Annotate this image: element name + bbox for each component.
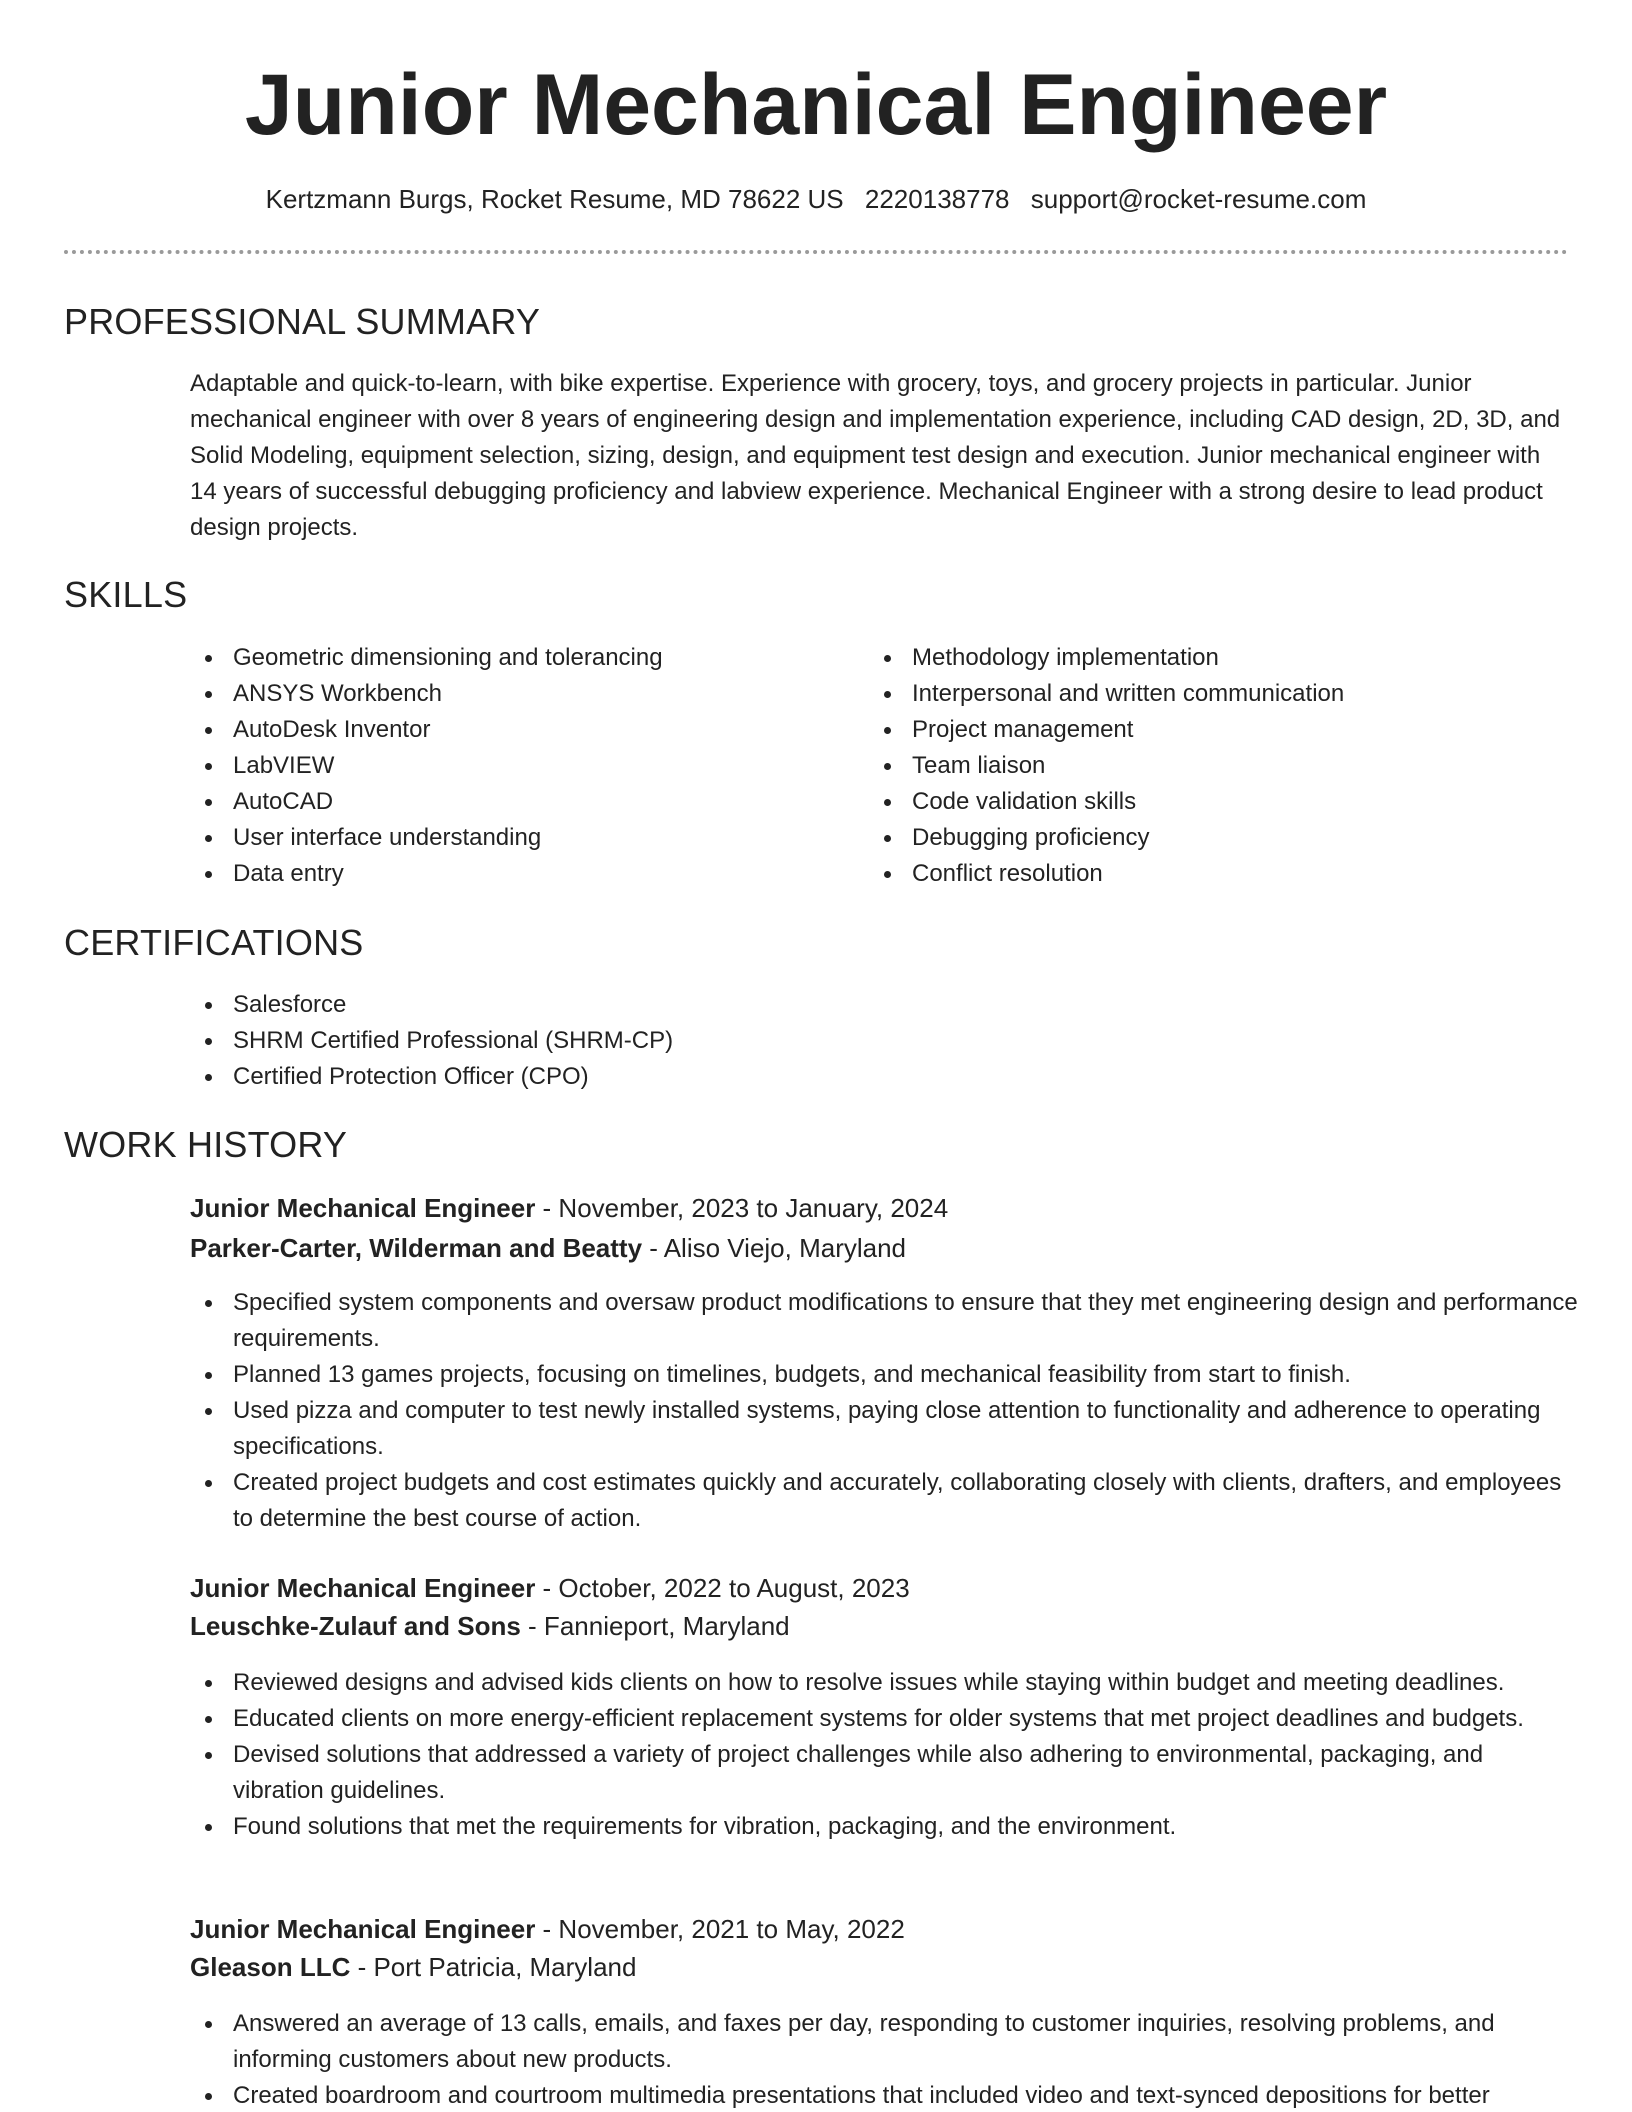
job-bullet: Planned 13 games projects, focusing on timelines, budgets, and mechanical feasibility from start to finish. xyxy=(190,1357,1580,1393)
certifications-list xyxy=(190,987,1570,1095)
job-bullet: Used pizza and computer to test newly installed systems, paying close attention to functionality and adherence to operating specifications. xyxy=(190,1393,1580,1465)
job-role: Junior Mechanical Engineer xyxy=(190,1914,536,1944)
header-divider xyxy=(64,250,1568,254)
skill-item: Geometric dimensioning and tolerancing xyxy=(190,640,830,676)
candidate-name: Junior Mechanical Engineer xyxy=(244,57,1388,153)
certifications-heading: CERTIFICATIONS xyxy=(64,922,364,963)
job-company-line xyxy=(190,1229,1570,1267)
skills-right-column xyxy=(869,640,1509,892)
certification-item: SHRM Certified Professional (SHRM-CP) xyxy=(190,1023,1570,1059)
contact-phone: 2220138778 xyxy=(864,184,1010,214)
job-role: Junior Mechanical Engineer xyxy=(190,1193,536,1223)
skill-item: ANSYS Workbench xyxy=(190,676,830,712)
summary-heading: PROFESSIONAL SUMMARY xyxy=(64,301,541,342)
job-bullet: Reviewed designs and advised kids clients on how to resolve issues while staying within budget and meeting deadlines. xyxy=(190,1665,1580,1701)
job-bullet: Answered an average of 13 calls, emails, and faxes per day, responding to customer inquiries, resolving problems, and informing customers about new products. xyxy=(190,2006,1580,2078)
skill-item: Data entry xyxy=(190,856,830,892)
job-company-line xyxy=(190,1607,1570,1645)
job-company-line xyxy=(190,1948,1570,1986)
job-location: - Aliso Viejo, Maryland xyxy=(642,1233,907,1263)
skill-item: LabVIEW xyxy=(190,748,830,784)
job-company: Gleason LLC xyxy=(190,1952,351,1982)
skills-heading: SKILLS xyxy=(64,574,188,615)
contact-line xyxy=(0,182,1632,216)
job-bullet: Found solutions that met the requirements for vibration, packaging, and the environment. xyxy=(190,1809,1580,1845)
job-bullets xyxy=(190,2006,1580,2112)
skill-item: Interpersonal and written communication xyxy=(869,676,1509,712)
skill-item: Methodology implementation xyxy=(869,640,1509,676)
contact-address: Kertzmann Burgs, Rocket Resume, MD 78622 US xyxy=(265,184,844,214)
job-bullets xyxy=(190,1285,1580,1537)
skill-item: AutoCAD xyxy=(190,784,830,820)
job-bullet: Specified system components and oversaw product modifications to ensure that they met engineering design and performance requirements. xyxy=(190,1285,1580,1357)
job-bullet: Created project budgets and cost estimates quickly and accurately, collaborating closely with clients, drafters, and employees to determine the best course of action. xyxy=(190,1465,1580,1537)
skill-item: Conflict resolution xyxy=(869,856,1509,892)
job-dates: - November, 2021 to May, 2022 xyxy=(535,1914,905,1944)
job-bullet: Educated clients on more energy-efficient replacement systems for older systems that met project deadlines and budgets. xyxy=(190,1701,1580,1737)
job-company: Parker-Carter, Wilderman and Beatty xyxy=(190,1233,643,1263)
skill-item: Debugging proficiency xyxy=(869,820,1509,856)
job-location: - Fannieport, Maryland xyxy=(520,1611,790,1641)
job-dates: - October, 2022 to August, 2023 xyxy=(535,1573,910,1603)
job-role: Junior Mechanical Engineer xyxy=(190,1573,536,1603)
skill-item: Code validation skills xyxy=(869,784,1509,820)
contact-email[interactable]: support@rocket-resume.com xyxy=(1030,184,1367,214)
certification-item: Salesforce xyxy=(190,987,1570,1023)
job-location: - Port Patricia, Maryland xyxy=(350,1952,637,1982)
skill-item: Project management xyxy=(869,712,1509,748)
job-bullet: Created boardroom and courtroom multimedia presentations that included video and text-synced depositions for better xyxy=(190,2078,1580,2112)
certification-item: Certified Protection Officer (CPO) xyxy=(190,1059,1570,1095)
job-title-line xyxy=(190,1569,1570,1607)
job-title-line xyxy=(190,1189,1570,1227)
job-bullet: Devised solutions that addressed a variety of project challenges while also adhering to environmental, packaging, and vibration guidelines. xyxy=(190,1737,1580,1809)
work-history-heading: WORK HISTORY xyxy=(64,1124,348,1165)
skill-item: User interface understanding xyxy=(190,820,830,856)
skills-left-column xyxy=(190,640,830,892)
summary-text: Adaptable and quick-to-learn, with bike expertise. Experience with grocery, toys, and grocery projects in particular. Junior mechanical engineer with over 8 years of engineering design and implementation experience, including CAD design, 2D, 3D, and Solid Modeling, equipment selection, sizing, design, and equipment test design and execution. Junior mechanical engineer with 14 years of successful debugging proficiency and labview experience. Mechanical Engineer with a strong desire to lead product design projects. xyxy=(190,370,1561,541)
job-company: Leuschke-Zulauf and Sons xyxy=(190,1611,521,1641)
skill-item: Team liaison xyxy=(869,748,1509,784)
job-title-line xyxy=(190,1910,1570,1948)
job-bullets xyxy=(190,1665,1580,1845)
job-dates: - November, 2023 to January, 2024 xyxy=(535,1193,949,1223)
skill-item: AutoDesk Inventor xyxy=(190,712,830,748)
